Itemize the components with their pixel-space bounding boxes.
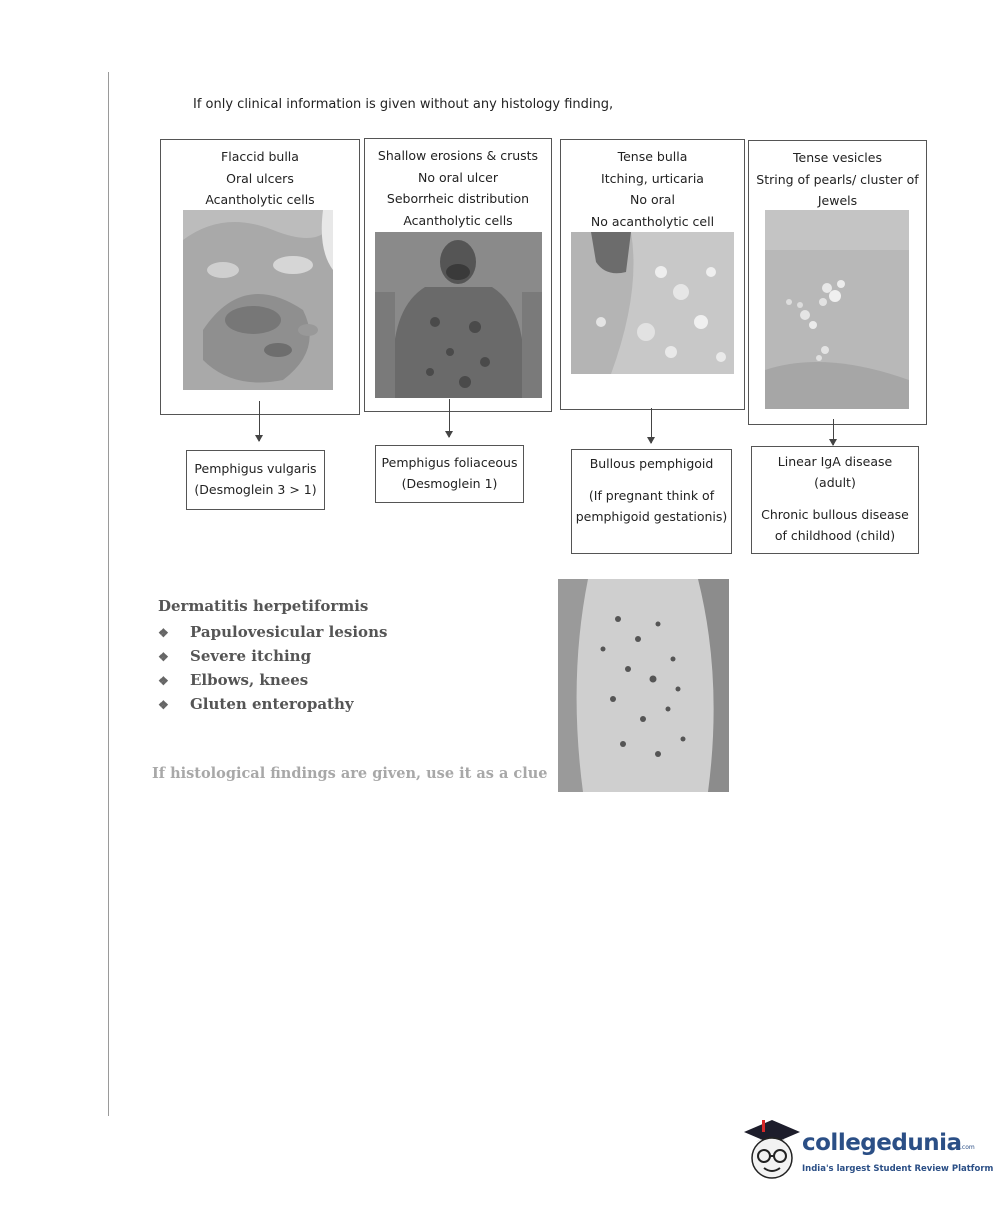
result-line: (Desmoglein 3 > 1) xyxy=(194,482,317,497)
card-line: Shallow erosions & crusts xyxy=(377,148,539,163)
card-line: No oral ulcer xyxy=(418,169,498,185)
result-pemphigus-foliaceous xyxy=(375,445,524,503)
card-line: Itching, urticaria xyxy=(601,170,704,186)
result-line: of childhood (child) xyxy=(774,528,896,543)
list-item-text: Elbows, knees xyxy=(190,671,309,689)
result-line: pemphigoid gestationis) xyxy=(575,509,728,524)
result-line: Chronic bullous disease xyxy=(761,507,909,522)
result-line: Linear IgA disease xyxy=(777,454,893,469)
card-line: Seborrheic distribution xyxy=(386,191,530,206)
card-line: Flaccid bulla xyxy=(221,149,299,164)
flow-arrow xyxy=(833,419,834,445)
list-item-text: Severe itching xyxy=(190,647,312,665)
logo-wordmark: collegedunia xyxy=(802,1130,962,1156)
card-linear-iga xyxy=(748,140,927,425)
card-line: No acantholytic cell xyxy=(590,213,715,229)
card-bullous-pemphigoid xyxy=(560,139,745,410)
list-item-text: Papulovesicular lesions xyxy=(190,623,388,641)
card-line: Acantholytic cells xyxy=(403,212,513,228)
list-item-text: Gluten enteropathy xyxy=(190,695,354,713)
result-bullous-pemphigoid xyxy=(571,449,732,554)
result-line: Pemphigus foliaceous xyxy=(381,455,518,470)
result-line: (If pregnant think of xyxy=(588,488,715,503)
list-item xyxy=(158,692,387,716)
result-line: Pemphigus vulgaris xyxy=(194,461,317,476)
list-item xyxy=(158,644,387,668)
intro-text: If only clinical information is given without any histology finding, xyxy=(193,97,614,112)
dermatitis-list xyxy=(158,620,387,716)
collegedunia-logo[interactable] xyxy=(742,1118,994,1188)
flow-arrow xyxy=(259,401,260,441)
card-pemphigus-foliaceous xyxy=(364,138,552,412)
dermatitis-title: Dermatitis herpetiformis xyxy=(158,597,369,615)
result-pemphigus-vulgaris xyxy=(186,450,325,510)
result-linear-iga xyxy=(751,446,919,554)
list-item xyxy=(158,668,387,692)
result-line: (Desmoglein 1) xyxy=(401,476,498,491)
lesion-photo xyxy=(375,232,542,398)
card-line: Tense bulla xyxy=(617,149,688,164)
logo-tagline: India's largest Student Review Platform xyxy=(802,1164,994,1174)
bullet-icon: ❖ xyxy=(158,626,169,640)
lesion-photo xyxy=(765,210,909,409)
card-pemphigus-vulgaris xyxy=(160,139,360,415)
page-margin-line xyxy=(108,72,109,1116)
card-line: Acantholytic cells xyxy=(205,192,315,207)
result-line: Bullous pemphigoid xyxy=(589,456,714,471)
lesion-photo xyxy=(571,232,734,374)
logo-suffix: .com xyxy=(960,1144,975,1151)
card-line: Oral ulcers xyxy=(226,170,294,186)
result-line: (adult) xyxy=(814,475,856,490)
bullet-icon: ❖ xyxy=(158,698,169,712)
flow-arrow xyxy=(449,399,450,437)
card-line: String of pearls/ cluster of xyxy=(756,171,919,187)
logo-mascot-icon xyxy=(742,1118,802,1188)
flow-arrow xyxy=(651,408,652,443)
list-item xyxy=(158,620,387,644)
dermatitis-photo xyxy=(558,579,729,792)
card-line: Tense vesicles xyxy=(793,150,882,165)
bullet-icon: ❖ xyxy=(158,650,169,664)
histology-note: If histological findings are given, use it as a clue xyxy=(152,765,548,782)
card-line: No oral xyxy=(630,192,675,207)
lesion-photo xyxy=(183,210,333,390)
bullet-icon: ❖ xyxy=(158,674,169,688)
card-line: Jewels xyxy=(817,193,858,208)
